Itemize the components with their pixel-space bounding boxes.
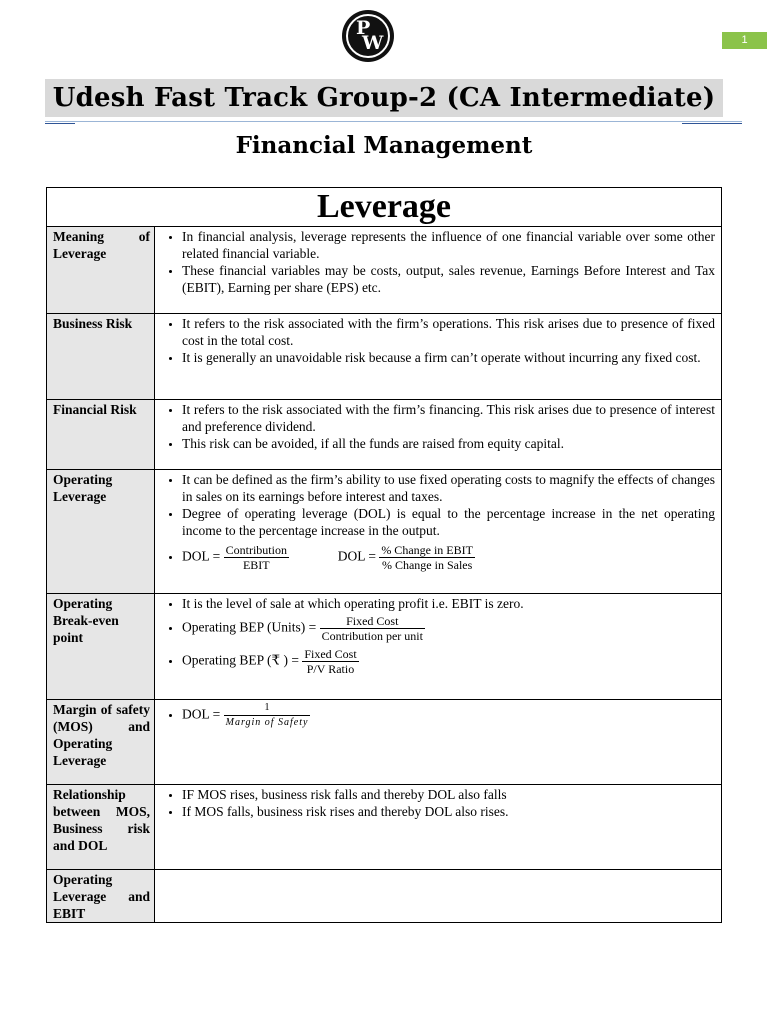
row-label: Operating Break-even point [47,594,155,700]
table-row [47,870,722,923]
row-label: Business Risk [47,314,155,400]
row-content [155,470,722,594]
table-row [47,400,722,470]
formula-lhs: Operating BEP (Units) = [182,619,317,635]
formula-item [182,614,715,643]
bullet-item: • It is the level of sale at which operating profit i.e. EBIT is zero. [182,595,715,612]
row-label: Operating Leverage [47,470,155,594]
fraction-denominator: EBIT [242,558,270,572]
logo-letter-w: W [362,32,384,54]
formula-item [182,647,715,676]
formula-lhs: DOL = [337,548,376,564]
fraction-numerator: Fixed Cost [320,614,425,629]
header-divider-accent-left [45,123,75,124]
row-content [155,227,722,314]
bullet-item: • It refers to the risk associated with the firm’s operations. This risk arises due to presence of fixed cost in the total cost. [182,315,715,349]
fraction [224,543,289,572]
header-divider-accent-right [682,123,742,124]
bullet-item: • IF MOS rises, business risk falls and thereby DOL also falls [182,786,715,803]
table-row [47,785,722,870]
row-content [155,870,722,923]
logo-letter-p: P [356,17,371,39]
table-row [47,314,722,400]
fraction-denominator: Contribution per unit [321,629,423,643]
table-title-row [47,188,722,227]
bullet-item: • In financial analysis, leverage represents the influence of one financial variable over some other related financial variable. [182,228,715,262]
page-number-badge: 1 [722,32,767,49]
table-row [47,700,722,785]
fraction [320,614,425,643]
fraction-denominator: P/V Ratio [306,662,355,676]
bullet-item: • These financial variables may be costs, output, sales revenue, Earnings Before Interest and Tax (EBIT), Earning per share (EPS) etc. [182,262,715,296]
row-label: Operating Leverage and EBIT [47,870,155,923]
formula-lhs: Operating BEP (₹ ) = [182,652,299,668]
bullet-item: • It is generally an unavoidable risk because a firm can’t operate without incurring any fixed cost. [182,349,715,366]
row-label: Financial Risk [47,400,155,470]
banner-title: Udesh Fast Track Group-2 (CA Intermediate) [52,83,716,113]
row-content [155,594,722,700]
fraction-numerator: 1 [224,701,311,716]
fraction-numerator: Fixed Cost [304,647,357,661]
bullet-item: • If MOS falls, business risk rises and thereby DOL also rises. [182,803,715,820]
row-content [155,400,722,470]
fraction-denominator: % Change in Sales [381,558,473,572]
bullet-item: • Degree of operating leverage (DOL) is equal to the percentage increase in the net operating income to the percentage increase in the output. [182,505,715,539]
fraction [224,701,311,730]
leverage-table [46,187,722,923]
page-subtitle: Financial Management [235,132,533,159]
table-row [47,470,722,594]
formula-lhs: DOL = [182,548,221,564]
fraction-denominator: Margin of Safety [225,717,309,728]
bullet-item: • It refers to the risk associated with the firm’s financing. This risk arises due to presence of interest and preference dividend. [182,401,715,435]
row-content [155,314,722,400]
row-label: Relationship between MOS, Business risk and DOL [47,785,155,870]
fraction-numerator: Contribution [225,543,287,557]
header-divider [45,121,742,122]
table-row [47,594,722,700]
formula-item [182,701,715,730]
fraction-numerator: % Change in EBIT [381,543,473,557]
table-row [47,227,722,314]
formula-lhs: DOL = [182,706,221,722]
fraction [302,647,358,676]
pw-logo [342,10,394,62]
row-label: Meaning of Leverage [47,227,155,314]
fraction [379,543,475,572]
row-label: Margin of safety (MOS) and Operating Leverage [47,700,155,785]
bullet-item: • This risk can be avoided, if all the funds are raised from equity capital. [182,435,715,452]
table-title: Leverage [47,188,722,227]
row-content [155,785,722,870]
formula-item [182,543,715,572]
bullet-item: • It can be defined as the firm’s ability to use fixed operating costs to magnify the effects of changes in sales on its earnings before interest and taxes. [182,471,715,505]
row-content [155,700,722,785]
title-banner [45,79,723,117]
